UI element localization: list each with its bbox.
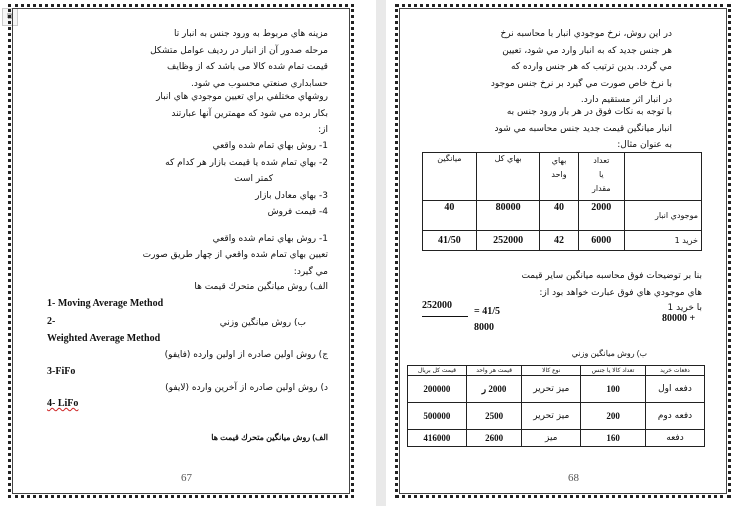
row-total: 416000: [408, 430, 467, 447]
text-line: تعيين بهاي تمام شده واقعي از چهار طريق صورت: [142, 250, 328, 260]
row-avg: 41/50: [423, 231, 477, 251]
header-total-price: قيمت كل بريال: [408, 366, 467, 376]
text-line: روشهاي مختلفي براي تعيين موجودي هاي انبار: [156, 92, 328, 102]
header-line: واحد: [551, 170, 567, 179]
header-line: بهاي: [551, 156, 567, 165]
row-unit: 2600: [466, 430, 522, 447]
text-line: بنا بر توضيحات فوق محاسبه ميانگين ساير قيمت: [521, 271, 702, 281]
row-time: دفعه دوم: [646, 403, 705, 430]
text-line: با نرخ خاص صورت مي گيرد بر نرخ جنس موجود: [490, 78, 672, 89]
item-c: ج) روش اولين صادره از اولين وارده (فايفو): [164, 350, 328, 360]
item-3-en: 3-FiFo: [47, 366, 76, 377]
row-count: 200: [581, 403, 646, 430]
header-line: يا: [598, 170, 604, 179]
table-header-row: [423, 153, 702, 201]
method-item: 1- روش بهاي تمام شده واقعي: [212, 141, 328, 151]
formula-equals: = 41/5: [474, 306, 500, 317]
method-item: كمتر است: [234, 174, 273, 184]
formula-fraction-line: [422, 316, 468, 317]
method-item: 2- بهاي تمام شده يا قيمت بازار هر كدام كه: [165, 157, 328, 168]
formula-plus: 80000 +: [662, 313, 696, 324]
header-line: مقدار: [591, 184, 611, 193]
row-type: ميز تحرير: [522, 403, 581, 430]
header-line: تعداد: [593, 156, 610, 165]
row-type: ميز تحرير: [522, 376, 581, 403]
row-label: خريد 1: [625, 231, 702, 251]
row-qty: 6000: [578, 231, 624, 251]
section-b: ب) روش ميانگين وزني: [571, 349, 647, 358]
row-time: دفعه: [646, 430, 705, 447]
table-row: [423, 231, 702, 251]
method-item: 3- بهاي معادل بازار: [255, 190, 328, 201]
right-paragraph-1: [491, 26, 672, 109]
text-line: حسابداري صنعتي محسوب مي شود.: [191, 78, 328, 89]
table-header-empty: [625, 153, 702, 201]
text-line: مي گيرد:: [293, 266, 328, 277]
page-number: 68: [568, 472, 579, 484]
row-label: موجودي انبار: [625, 201, 702, 231]
table-header-unit: [540, 153, 578, 201]
item-d: د) روش اولين صادره از آخرين وارده (لايفو): [165, 383, 328, 393]
text-line: انبار ميانگين قيمت جديد جنس محاسبه مي شود: [494, 123, 672, 134]
weighted-table: [407, 365, 705, 447]
header-count: تعداد كالا يا جنس: [581, 366, 646, 376]
left-paragraph-1: [150, 26, 328, 92]
text-line: در اين روش، نرخ موجودي انبار با محاسبه نرخ: [500, 29, 672, 39]
item-a: الف) روش میانگین متحرك قيمت ها: [194, 282, 328, 292]
row-avg: 40: [423, 201, 477, 231]
table-row: [408, 403, 705, 430]
right-paragraph-2: [495, 104, 672, 154]
table-header-avg: ميانگين: [423, 153, 477, 201]
left-paragraph-2: [156, 89, 328, 139]
row-unit: 42: [540, 231, 578, 251]
row-total: 500000: [408, 403, 467, 430]
method-item: 4- قيمت فروش: [267, 207, 328, 217]
row-unit: 2500: [466, 403, 522, 430]
row-type: ميز: [522, 430, 581, 447]
table-row: [408, 376, 705, 403]
header-unit-price: قيمت هر واحد: [466, 366, 522, 376]
row-total: 80000: [476, 201, 540, 231]
row-qty: 2000: [578, 201, 624, 231]
table-header-row: [408, 366, 705, 376]
explain-text: [521, 268, 702, 301]
text-line: مي گردد. بدين ترتيب كه هر جنس وارده كه: [510, 62, 672, 72]
row-time: دفعه اول: [646, 376, 705, 403]
header-time: دفعات خريد: [646, 366, 705, 376]
item-2-en: Weighted Average Method: [47, 333, 161, 344]
row-count: 160: [581, 430, 646, 447]
header-type: نوع كالا: [522, 366, 581, 376]
text-line: در انبار اثر مستقيم دارد.: [580, 95, 672, 105]
text-line: مزینه هاي مربوط به ورود جنس به انبار تا: [173, 29, 328, 39]
row-total: 200000: [408, 376, 467, 403]
text-line: هاي موجودي هاي فوق عبارت خواهد بود از:: [539, 287, 702, 298]
text-line: به عنوان مثال:: [617, 140, 672, 150]
average-table: [422, 152, 702, 251]
table-header-total: بهاي كل: [476, 153, 540, 201]
item-b: ب) روش ميانگين وزني: [219, 318, 306, 328]
table-row: [408, 430, 705, 447]
table-header-qty: [578, 153, 624, 201]
section-text: [143, 247, 328, 280]
formula-denominator: 8000: [474, 322, 494, 333]
section-title: 1- روش بهاي تمام شده واقعي: [212, 234, 328, 244]
row-unit: 40: [540, 201, 578, 231]
text-line: از:: [318, 125, 328, 135]
text-line: هر جنس جديد كه به انبار وارد مي شود، تعيين: [502, 45, 672, 56]
text-line: مرحله صدور آن از انبار در ردیف عوامل متشکل: [150, 45, 328, 56]
row-total: 252000: [476, 231, 540, 251]
page-nav-icon[interactable]: ⧉: [2, 8, 18, 26]
item-1-en: 1- Moving Average Method: [47, 298, 164, 309]
formula-numerator: 252000: [422, 300, 452, 311]
text-line: با توجه به نكات فوق در هر بار ورود جنس به: [506, 107, 672, 117]
text-line: قیمت تمام شده کالا می باشد که از وظایف: [167, 62, 328, 72]
methods-list: [165, 138, 328, 221]
row-count: 100: [581, 376, 646, 403]
item-2-num: 2-: [47, 316, 56, 327]
text-line: بکار برده مي شود كه مهمترين آنها عبارتند: [171, 108, 328, 119]
formula-label: با خريد 1: [667, 303, 702, 313]
bottom-heading: الف) روش میانگین متحرك قیمت ها: [211, 433, 328, 442]
page-number: 67: [181, 472, 192, 484]
row-unit: 2000 ر: [466, 376, 522, 403]
item-4-en: 4- LiFo: [47, 398, 79, 409]
table-row: [423, 201, 702, 231]
right-page: [386, 0, 737, 506]
